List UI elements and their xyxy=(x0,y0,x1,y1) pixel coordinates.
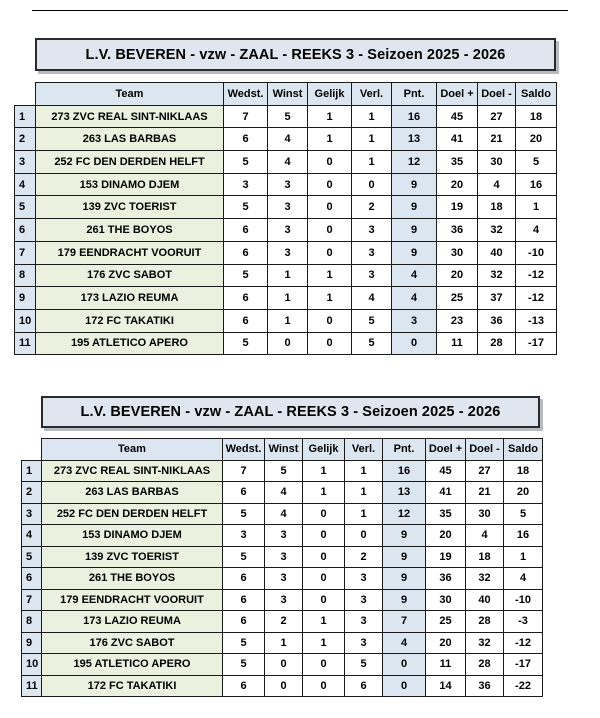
table-row xyxy=(15,219,557,242)
wedst-cell: 5 xyxy=(223,632,265,654)
verl-cell: 3 xyxy=(352,219,392,242)
doel-min-cell: 21 xyxy=(478,128,516,151)
saldo-cell: -10 xyxy=(504,589,543,611)
pnt-cell: 7 xyxy=(383,611,426,633)
winst-cell: 4 xyxy=(265,503,303,525)
pnt-cell: 9 xyxy=(392,196,437,219)
gelijk-cell: 0 xyxy=(303,589,345,611)
table-row xyxy=(22,568,543,590)
gelijk-cell: 0 xyxy=(308,241,352,264)
doel-plus-cell: 20 xyxy=(437,173,478,196)
saldo-cell: 4 xyxy=(504,568,543,590)
wedst-cell: 6 xyxy=(223,482,265,504)
doel-min-cell: 32 xyxy=(466,568,504,590)
table-row xyxy=(15,332,557,355)
pnt-cell: 12 xyxy=(392,151,437,174)
doel-plus-cell: 35 xyxy=(426,503,466,525)
winst-cell: 5 xyxy=(268,105,308,128)
doel-min-cell: 27 xyxy=(466,460,504,482)
verl-cell: 2 xyxy=(352,196,392,219)
winst-cell: 3 xyxy=(268,173,308,196)
table-row xyxy=(22,589,543,611)
winst-cell: 4 xyxy=(268,128,308,151)
team-cell: 176 ZVC SABOT xyxy=(42,632,223,654)
doel-min-cell: 32 xyxy=(478,219,516,242)
saldo-cell: 20 xyxy=(516,128,557,151)
team-cell: 261 THE BOYOS xyxy=(42,568,223,590)
gelijk-cell: 1 xyxy=(303,482,345,504)
doel-plus-cell: 36 xyxy=(426,568,466,590)
team-cell: 172 FC TAKATIKI xyxy=(42,675,223,697)
verl-cell: 3 xyxy=(345,568,383,590)
rank-cell: 1 xyxy=(15,105,36,128)
table-row xyxy=(15,151,557,174)
table-row xyxy=(15,173,557,196)
team-cell: 195 ATLETICO APERO xyxy=(42,654,223,676)
doel-plus-cell: 19 xyxy=(426,546,466,568)
winst-cell: 3 xyxy=(265,589,303,611)
saldo-cell: 16 xyxy=(504,525,543,547)
table-row xyxy=(22,632,543,654)
column-header: Saldo xyxy=(504,439,543,461)
column-header: Doel - xyxy=(466,439,504,461)
pnt-cell: 9 xyxy=(383,568,426,590)
team-cell: 153 DINAMO DJEM xyxy=(42,525,223,547)
table-row xyxy=(15,264,557,287)
winst-cell: 1 xyxy=(265,632,303,654)
doel-min-cell: 40 xyxy=(478,241,516,264)
column-header: Pnt. xyxy=(383,439,426,461)
table-row xyxy=(15,309,557,332)
gelijk-cell: 1 xyxy=(308,128,352,151)
saldo-cell: -22 xyxy=(504,675,543,697)
pnt-cell: 9 xyxy=(383,546,426,568)
wedst-cell: 6 xyxy=(223,568,265,590)
winst-cell: 3 xyxy=(265,546,303,568)
doel-min-cell: 18 xyxy=(466,546,504,568)
winst-cell: 1 xyxy=(268,264,308,287)
saldo-cell: -17 xyxy=(516,332,557,355)
pnt-cell: 12 xyxy=(383,503,426,525)
column-header: Wedst. xyxy=(224,83,268,106)
table-row xyxy=(15,196,557,219)
pnt-cell: 0 xyxy=(383,654,426,676)
gelijk-cell: 0 xyxy=(308,196,352,219)
doel-plus-cell: 23 xyxy=(437,309,478,332)
verl-cell: 3 xyxy=(345,589,383,611)
rank-cell: 7 xyxy=(22,589,42,611)
doel-min-cell: 36 xyxy=(478,309,516,332)
gelijk-cell: 1 xyxy=(308,287,352,310)
doel-plus-cell: 41 xyxy=(426,482,466,504)
saldo-cell: -12 xyxy=(516,264,557,287)
pnt-cell: 0 xyxy=(392,332,437,355)
rank-cell: 2 xyxy=(15,128,36,151)
winst-cell: 0 xyxy=(265,654,303,676)
verl-cell: 1 xyxy=(345,482,383,504)
table-row xyxy=(22,460,543,482)
saldo-cell: -3 xyxy=(504,611,543,633)
winst-cell: 4 xyxy=(268,151,308,174)
team-cell: 252 FC DEN DERDEN HELFT xyxy=(36,151,224,174)
table-row xyxy=(15,241,557,264)
verl-cell: 0 xyxy=(345,525,383,547)
doel-plus-cell: 25 xyxy=(426,611,466,633)
pnt-cell: 9 xyxy=(383,525,426,547)
saldo-cell: 1 xyxy=(516,196,557,219)
team-cell: 139 ZVC TOERIST xyxy=(42,546,223,568)
team-cell: 179 EENDRACHT VOORUIT xyxy=(36,241,224,264)
table-row xyxy=(22,546,543,568)
wedst-cell: 6 xyxy=(224,219,268,242)
doel-plus-cell: 14 xyxy=(426,675,466,697)
pnt-cell: 0 xyxy=(383,675,426,697)
wedst-cell: 6 xyxy=(223,675,265,697)
saldo-cell: 16 xyxy=(516,173,557,196)
saldo-cell: 5 xyxy=(516,151,557,174)
team-cell: 273 ZVC REAL SINT-NIKLAAS xyxy=(36,105,224,128)
wedst-cell: 6 xyxy=(224,287,268,310)
gelijk-cell: 0 xyxy=(308,332,352,355)
doel-plus-cell: 36 xyxy=(437,219,478,242)
rank-cell: 4 xyxy=(15,173,36,196)
gelijk-cell: 0 xyxy=(308,219,352,242)
doel-plus-cell: 35 xyxy=(437,151,478,174)
gelijk-cell: 0 xyxy=(303,675,345,697)
gelijk-cell: 1 xyxy=(303,611,345,633)
pnt-cell: 9 xyxy=(392,241,437,264)
rank-cell: 11 xyxy=(22,675,42,697)
team-cell: 273 ZVC REAL SINT-NIKLAAS xyxy=(42,460,223,482)
wedst-cell: 5 xyxy=(223,546,265,568)
rank-cell: 5 xyxy=(15,196,36,219)
doel-min-cell: 21 xyxy=(466,482,504,504)
standings-table-1 xyxy=(14,82,557,355)
winst-cell: 1 xyxy=(268,309,308,332)
doel-plus-cell: 25 xyxy=(437,287,478,310)
saldo-cell: 4 xyxy=(516,219,557,242)
winst-cell: 3 xyxy=(268,241,308,264)
wedst-cell: 7 xyxy=(223,460,265,482)
standings-title-1: L.V. BEVEREN - vzw - ZAAL - REEKS 3 - Seizoen 2025 - 2026 xyxy=(35,38,556,71)
corner-cell xyxy=(15,83,36,106)
doel-min-cell: 4 xyxy=(478,173,516,196)
wedst-cell: 5 xyxy=(224,264,268,287)
saldo-cell: -17 xyxy=(504,654,543,676)
rank-cell: 4 xyxy=(22,525,42,547)
doel-min-cell: 36 xyxy=(466,675,504,697)
column-header: Team xyxy=(42,439,223,461)
gelijk-cell: 0 xyxy=(308,173,352,196)
column-header: Gelijk xyxy=(303,439,345,461)
wedst-cell: 5 xyxy=(223,503,265,525)
rank-cell: 3 xyxy=(22,503,42,525)
verl-cell: 5 xyxy=(352,332,392,355)
team-cell: 179 EENDRACHT VOORUIT xyxy=(42,589,223,611)
winst-cell: 2 xyxy=(265,611,303,633)
rank-cell: 1 xyxy=(22,460,42,482)
verl-cell: 3 xyxy=(345,611,383,633)
saldo-cell: 5 xyxy=(504,503,543,525)
column-header: Winst xyxy=(265,439,303,461)
doel-plus-cell: 20 xyxy=(437,264,478,287)
doel-plus-cell: 30 xyxy=(426,589,466,611)
winst-cell: 4 xyxy=(265,482,303,504)
team-cell: 195 ATLETICO APERO xyxy=(36,332,224,355)
doel-plus-cell: 30 xyxy=(437,241,478,264)
rank-cell: 3 xyxy=(15,151,36,174)
winst-cell: 3 xyxy=(265,525,303,547)
pnt-cell: 4 xyxy=(392,264,437,287)
rank-cell: 5 xyxy=(22,546,42,568)
winst-cell: 1 xyxy=(268,287,308,310)
table-row xyxy=(22,675,543,697)
verl-cell: 3 xyxy=(352,264,392,287)
column-header: Doel + xyxy=(426,439,466,461)
winst-cell: 3 xyxy=(268,219,308,242)
pnt-cell: 3 xyxy=(392,309,437,332)
rank-cell: 9 xyxy=(22,632,42,654)
rank-cell: 6 xyxy=(22,568,42,590)
doel-plus-cell: 11 xyxy=(426,654,466,676)
gelijk-cell: 1 xyxy=(308,264,352,287)
verl-cell: 1 xyxy=(352,151,392,174)
doel-min-cell: 28 xyxy=(478,332,516,355)
doel-min-cell: 32 xyxy=(478,264,516,287)
team-cell: 252 FC DEN DERDEN HELFT xyxy=(42,503,223,525)
saldo-cell: 20 xyxy=(504,482,543,504)
verl-cell: 1 xyxy=(345,460,383,482)
pnt-cell: 9 xyxy=(383,589,426,611)
column-header: Verl. xyxy=(345,439,383,461)
table-row xyxy=(22,503,543,525)
gelijk-cell: 1 xyxy=(303,632,345,654)
wedst-cell: 5 xyxy=(223,654,265,676)
saldo-cell: -12 xyxy=(504,632,543,654)
header-row xyxy=(22,439,543,461)
pnt-cell: 4 xyxy=(383,632,426,654)
column-header: Verl. xyxy=(352,83,392,106)
column-header: Wedst. xyxy=(223,439,265,461)
doel-plus-cell: 20 xyxy=(426,632,466,654)
gelijk-cell: 0 xyxy=(303,568,345,590)
table-row xyxy=(15,287,557,310)
team-cell: 153 DINAMO DJEM xyxy=(36,173,224,196)
rank-cell: 8 xyxy=(15,264,36,287)
doel-min-cell: 28 xyxy=(466,611,504,633)
doel-min-cell: 37 xyxy=(478,287,516,310)
rank-cell: 10 xyxy=(22,654,42,676)
header-row xyxy=(15,83,557,106)
wedst-cell: 6 xyxy=(224,128,268,151)
wedst-cell: 3 xyxy=(224,173,268,196)
column-header: Pnt. xyxy=(392,83,437,106)
column-header: Saldo xyxy=(516,83,557,106)
top-rule xyxy=(32,10,568,11)
table-row xyxy=(22,482,543,504)
doel-plus-cell: 45 xyxy=(437,105,478,128)
doel-min-cell: 27 xyxy=(478,105,516,128)
saldo-cell: 1 xyxy=(504,546,543,568)
doel-plus-cell: 45 xyxy=(426,460,466,482)
table-row xyxy=(15,105,557,128)
doel-plus-cell: 19 xyxy=(437,196,478,219)
table-row xyxy=(22,654,543,676)
column-header: Winst xyxy=(268,83,308,106)
standings-title-2: L.V. BEVEREN - vzw - ZAAL - REEKS 3 - Seizoen 2025 - 2026 xyxy=(41,396,540,428)
wedst-cell: 3 xyxy=(223,525,265,547)
doel-min-cell: 28 xyxy=(466,654,504,676)
table-row xyxy=(15,128,557,151)
verl-cell: 6 xyxy=(345,675,383,697)
gelijk-cell: 0 xyxy=(303,654,345,676)
rank-cell: 8 xyxy=(22,611,42,633)
verl-cell: 2 xyxy=(345,546,383,568)
column-header: Doel + xyxy=(437,83,478,106)
saldo-cell: 18 xyxy=(516,105,557,128)
wedst-cell: 6 xyxy=(224,241,268,264)
saldo-cell: 18 xyxy=(504,460,543,482)
gelijk-cell: 0 xyxy=(303,546,345,568)
column-header: Team xyxy=(36,83,224,106)
team-cell: 173 LAZIO REUMA xyxy=(42,611,223,633)
team-cell: 173 LAZIO REUMA xyxy=(36,287,224,310)
saldo-cell: -10 xyxy=(516,241,557,264)
doel-min-cell: 40 xyxy=(466,589,504,611)
saldo-cell: -13 xyxy=(516,309,557,332)
verl-cell: 1 xyxy=(352,128,392,151)
rank-cell: 6 xyxy=(15,219,36,242)
rank-cell: 9 xyxy=(15,287,36,310)
pnt-cell: 16 xyxy=(383,460,426,482)
rank-cell: 7 xyxy=(15,241,36,264)
wedst-cell: 6 xyxy=(224,309,268,332)
rank-cell: 10 xyxy=(15,309,36,332)
pnt-cell: 16 xyxy=(392,105,437,128)
pnt-cell: 4 xyxy=(392,287,437,310)
wedst-cell: 5 xyxy=(224,332,268,355)
verl-cell: 1 xyxy=(345,503,383,525)
wedst-cell: 7 xyxy=(224,105,268,128)
team-cell: 263 LAS BARBAS xyxy=(42,482,223,504)
doel-min-cell: 32 xyxy=(466,632,504,654)
table-row xyxy=(22,611,543,633)
team-cell: 139 ZVC TOERIST xyxy=(36,196,224,219)
doel-min-cell: 30 xyxy=(466,503,504,525)
wedst-cell: 6 xyxy=(223,611,265,633)
wedst-cell: 5 xyxy=(224,196,268,219)
table-row xyxy=(22,525,543,547)
doel-plus-cell: 20 xyxy=(426,525,466,547)
doel-min-cell: 30 xyxy=(478,151,516,174)
standings-table-2 xyxy=(21,438,543,697)
winst-cell: 5 xyxy=(265,460,303,482)
doel-plus-cell: 41 xyxy=(437,128,478,151)
gelijk-cell: 1 xyxy=(303,460,345,482)
pnt-cell: 13 xyxy=(383,482,426,504)
winst-cell: 3 xyxy=(265,568,303,590)
verl-cell: 0 xyxy=(352,173,392,196)
wedst-cell: 5 xyxy=(224,151,268,174)
doel-plus-cell: 11 xyxy=(437,332,478,355)
team-cell: 176 ZVC SABOT xyxy=(36,264,224,287)
verl-cell: 1 xyxy=(352,105,392,128)
gelijk-cell: 0 xyxy=(308,309,352,332)
pnt-cell: 9 xyxy=(392,173,437,196)
verl-cell: 4 xyxy=(352,287,392,310)
saldo-cell: -12 xyxy=(516,287,557,310)
rank-cell: 2 xyxy=(22,482,42,504)
gelijk-cell: 0 xyxy=(303,503,345,525)
verl-cell: 5 xyxy=(345,654,383,676)
pnt-cell: 9 xyxy=(392,219,437,242)
winst-cell: 0 xyxy=(268,332,308,355)
verl-cell: 3 xyxy=(352,241,392,264)
team-cell: 263 LAS BARBAS xyxy=(36,128,224,151)
gelijk-cell: 0 xyxy=(303,525,345,547)
gelijk-cell: 1 xyxy=(308,105,352,128)
winst-cell: 0 xyxy=(265,675,303,697)
pnt-cell: 13 xyxy=(392,128,437,151)
doel-min-cell: 18 xyxy=(478,196,516,219)
corner-cell xyxy=(22,439,42,461)
team-cell: 261 THE BOYOS xyxy=(36,219,224,242)
column-header: Gelijk xyxy=(308,83,352,106)
column-header: Doel - xyxy=(478,83,516,106)
doel-min-cell: 4 xyxy=(466,525,504,547)
winst-cell: 3 xyxy=(268,196,308,219)
wedst-cell: 6 xyxy=(223,589,265,611)
verl-cell: 3 xyxy=(345,632,383,654)
rank-cell: 11 xyxy=(15,332,36,355)
gelijk-cell: 0 xyxy=(308,151,352,174)
verl-cell: 5 xyxy=(352,309,392,332)
team-cell: 172 FC TAKATIKI xyxy=(36,309,224,332)
